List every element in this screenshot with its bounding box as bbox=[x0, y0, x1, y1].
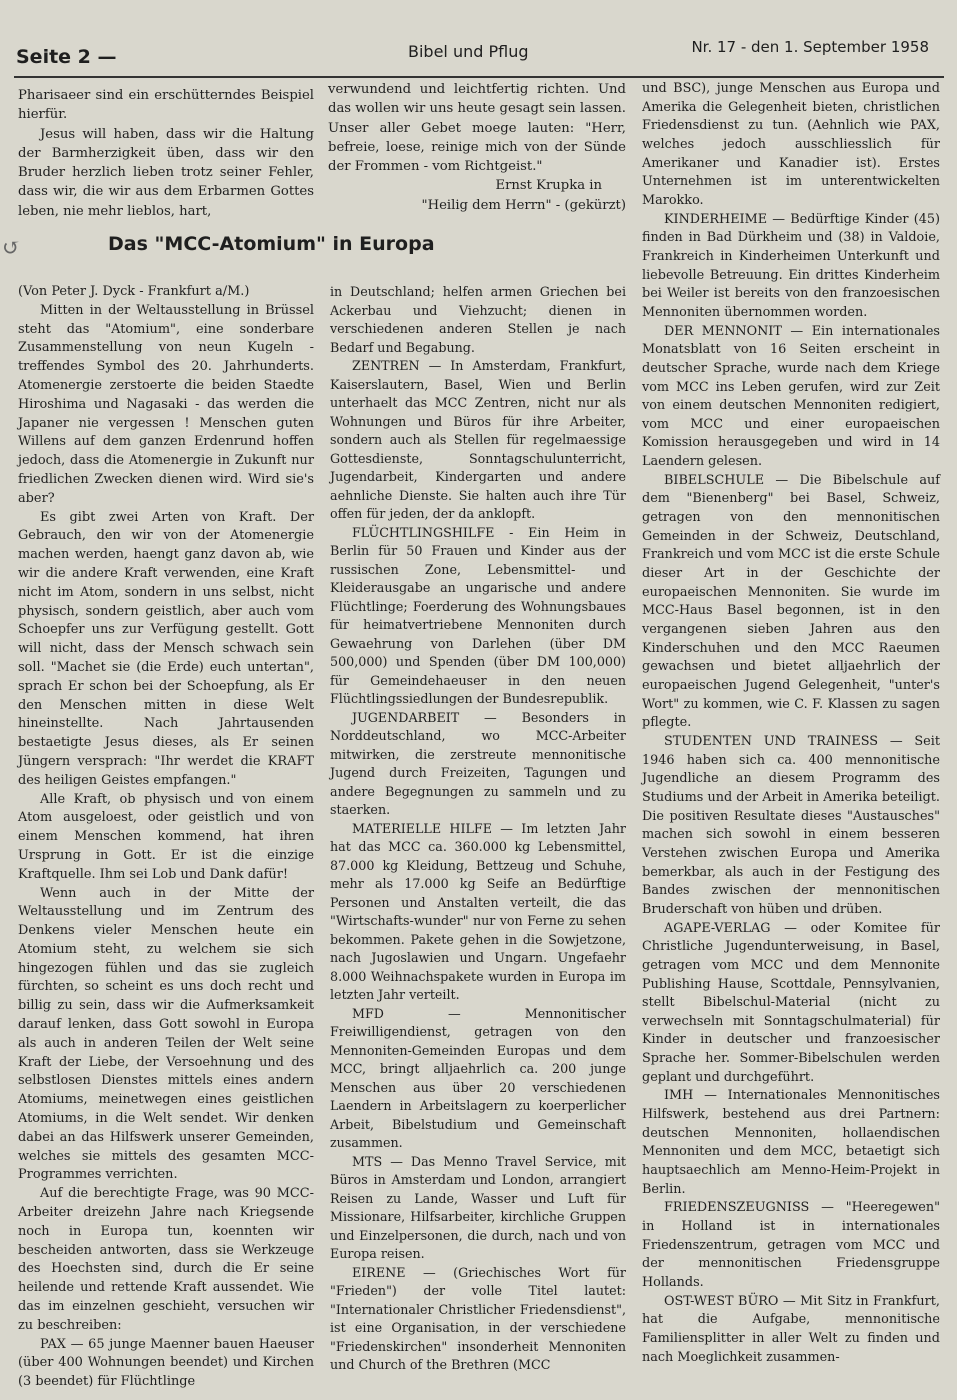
paragraph: MATERIELLE HILFE — Im letzten Jahr hat das MCC ca. 360.000 kg Lebensmittel, 87.000 kg Kleidung, Bettzeug und Schuhe, mehr als 17.000 kg Seife an Bedürftige Personen und Anstalten verteilt, die das "Wirtschafts-wunder" nur von Ferne zu sehen bekommen. Pakete gehen in die Sowjetzone, nach Jugoslawien und Ungarn. Ungefaehr 8.000 Weihnachspakete wurden in Europa im letzten Jahr verteilt. bbox=[330, 820, 626, 1002]
paragraph: JUGENDARBEIT — Besonders in Norddeutschland, wo MCC-Arbeiter mitwirken, die zerstreute mennonitische Jugend durch Freizeiten, Tagungen und andere Begegnungen zu sammeln und zu staerken. bbox=[330, 709, 626, 817]
paragraph: BIBELSCHULE — Die Bibelschule auf dem "Bienenberg" bei Basel, Schweiz, getragen von den mennonitischen Gemeinden in der Schweiz, Deutschland, Frankreich und vom MCC ist die erste Schule dieser Art in der Geschichte der europaeischen Mennoniten. Sie wurde im MCC-Haus Basel begonnen, ist in den vergangenen sieben Jahren aus den Kinderschuhen und den MCC Raeumen gewachsen und bietet alljaehrlich der europaeischen Jugend Gelegenheit, "unter's Wort" zu kommen, wie C. F. Klassen zu sagen pflegte. bbox=[642, 472, 940, 731]
page-number: Seite 2 — bbox=[16, 46, 117, 68]
top-column-2 bbox=[328, 80, 626, 215]
paragraph: EIRENE — (Griechisches Wort für "Frieden") der volle Titel lautet: "Internationaler Christlicher Friedensdienst", ist eine Organisation, in der verschiedene "Friedenskirchen" insonderheit Mennoniten und Church of the Brethren (MCC bbox=[330, 1264, 626, 1372]
margin-mark: ↺ bbox=[2, 236, 21, 261]
paragraph: FRIEDENSZEUGNISS — "Heeregewen" in Holland ist in internationales Friedenszentrum, getragen vom MCC und der mennonitischen Friedensgruppe Hollands. bbox=[642, 1200, 940, 1290]
paragraph: Es gibt zwei Arten von Kraft. Der Gebrauch, den wir von der Atomenergie machen werden, haengt ganz davon ab, wie wir die andere Kraft verwenden, eine Kraft nicht im Atom, sondern in uns selbst, nicht physisch, sondern geistlich, aber auch vom Schoepfer uns zur Verfügung gestellt. Gott will nicht, dass der Mensch schwach sein soll. "Machet sie (die Erde) euch untertan", sprach Er schon bei der Schoepfung, als Er den Menschen mitten in diese Welt hineinstellte. Nach Jahrtausenden bestaetigte Jesus dieses, als Er seinen Jüngern versprach: "Ihr werdet die KRAFT des heiligen Geistes empfangen." bbox=[18, 509, 314, 788]
paragraph: und BSC), junge Menschen aus Europa und Amerika die Gelegenheit bieten, christlichen Friedensdienst zu tun. (Aehnlich wie PAX, welches jedoch ausschliesslich für Amerikaner und Kanadier ist). Erstes Unternehmen ist im unterentwickelten Marokko. bbox=[642, 81, 940, 208]
article-title-row bbox=[28, 229, 568, 277]
top-column-1 bbox=[18, 86, 314, 221]
paragraph: FLÜCHTLINGSHILFE - Ein Heim in Berlin für 50 Frauen und Kinder aus der russischen Zone, Lebensmittel- und Kleiderausgabe an ungarische und andere Flüchtlinge; Foerderung des Wohnungsbaues für heimatvertriebene Mennoniten durch Gewaehrung von Darlehen (über DM 500,000) und Spenden (über DM 100,000) für Gemeindehaeuser in den neuen Flüchtlingssiedlungen der Bundesrepublik. bbox=[330, 524, 626, 706]
article-column-3 bbox=[642, 80, 940, 1367]
paragraph: OST-WEST BÜRO — Mit Sitz in Frankfurt, hat die Aufgabe, mennonitische Familiensplitter in aller Welt zu finden und nach Moeglichkeit zusammen- bbox=[642, 1293, 940, 1365]
paragraph: IMH — Internationales Mennonitisches Hilfswerk, bestehend aus drei Partnern: deutschen Mennoniten, hollaendischen Mennoniten und dem MCC, betaetigt sich hauptsaechlich am Menno-Heim-Projekt in Berlin. bbox=[642, 1088, 940, 1197]
header-rule bbox=[14, 76, 944, 78]
paragraph: STUDENTEN UND TRAINESS — Seit 1946 haben sich ca. 400 mennonitische Jugendliche an diesem Programm des Studiums und der Arbeit in Amerika beteiligt. Die positiven Resultate dieses "Austausches" machen sich sowohl in einem besseren Verstehen zwischen Europa und Amerika bemerkbar, als auch in der Festigung des Bandes zwischen der mennonitischen Bruderschaft von hüben und drüben. bbox=[642, 733, 940, 917]
paragraph: Wenn auch in der Mitte der Weltausstellung und im Zentrum des Denkens vieler Menschen heute ein Atomium steht, zu welchem sie sich hingezogen fühlen und das sie zugleich fürchten, so scheint es uns doch recht und billig zu sein, dass wir die Aufmerksamkeit darauf lenken, dass Gott sowohl in Europa als auch in anderen Teilen der Welt seine Kraft der Liebe, der Versoehnung und des selbstlosen Dienstes mittels eines andern Atomiums, meinetwegen eines geistlichen Atomiums, in die Welt sendet. Wir denken dabei an das Hilfswerk unserer Gemeinden, welches sie mittels des gesamten MCC-Programmes verrichten. bbox=[18, 885, 314, 1183]
paragraph: Jesus will haben, dass wir die Haltung der Barmherzigkeit üben, dass wir den Bruder herzlich lieben trotz seiner Fehler, dass wir, die wir aus dem Erbarmen Gottes leben, nie mehr lieblos, hart, bbox=[18, 126, 314, 219]
paragraph: Alle Kraft, ob physisch und von einem Atom ausgeloest, oder geistlich und von einem Menschen kommend, hat ihren Ursprung in Gott. Er ist die einzige Kraftquelle. Ihm sei Lob und Dank dafür! bbox=[18, 791, 314, 882]
paragraph: PAX — 65 junge Maenner bauen Haeuser (über 400 Wohnungen beendet) und Kirchen (3 beendet) für Flüchtlinge bbox=[18, 1336, 314, 1390]
article-title: Das "MCC-Atomium" in Europa bbox=[108, 233, 435, 255]
quote-source: "Heilig dem Herrn" - (gekürzt) bbox=[421, 197, 626, 213]
paragraph: in Deutschland; helfen armen Griechen bei Ackerbau und Viehzucht; dienen in verschiedenen anderen Stellen je nach Bedarf und Begabung. bbox=[330, 284, 626, 355]
paragraph: AGAPE-VERLAG — oder Komitee für Christliche Jugendunterweisung, in Basel, getragen vom MCC und dem Mennonite Publishing Hause, Scottdale, Pennsylvanien, stellt Bibelschul-Material (nicht zu verwechseln mit Sonntagschulmaterial) für Kinder in deutscher und franzoesischer Sprache her. Sommer-Bibelschulen werden geplant und durchgeführt. bbox=[642, 920, 940, 1085]
publication-title: Bibel und Pflug bbox=[408, 42, 529, 61]
paragraph: MTS — Das Menno Travel Service, mit Büros in Amsterdam und London, arrangiert Reisen zu Lande, Wasser und Luft für Missionare, Hilfsarbeiter, kirchliche Gruppen und Einzelpersonen, die durch, nach und von Europa reisen. bbox=[330, 1153, 626, 1261]
quote-author: Ernst Krupka in bbox=[495, 178, 602, 194]
article-column-2 bbox=[330, 283, 626, 1375]
paragraph: DER MENNONIT — Ein internationales Monatsblatt von 16 Seiten erscheint in deutscher Sprache, wurde nach dem Kriege vom MCC ins Leben gerufen, wird zur Zeit von einem deutschen Mennoniten redigiert, vom MCC und einer europaeischen Komission herausgegeben und wird in 14 Laendern gelesen. bbox=[642, 323, 940, 470]
byline: (Von Peter J. Dyck - Frankfurt a/M.) bbox=[18, 284, 250, 299]
paragraph: Mitten in der Weltausstellung in Brüssel steht das "Atomium", eine sonderbare Zusammenstellung von neun Kugeln - treffendes Symbol des 20. Jahrhunderts. Atomenergie zerstoerte die beiden Staedte Hiroshima und Nagasaki - das werden die Japaner nie vergessen ! Menschen guten Willens auf dem ganzen Erdenrund hoffen jedoch, dass die Atomenergie in Zukunft nur friedlichen Zwecken dienen wird. Wird sie's aber? bbox=[18, 302, 314, 506]
paragraph: Auf die berechtigte Frage, was 90 MCC-Arbeiter dreizehn Jahre nach Kriegsende noch in Europa tun, koennten wir bescheiden antworten, dass sie Werkzeuge des Hoechsten sind, durch die Er seine heilende und rettende Kraft aussendet. Wie das im einzelnen geschieht, versuchen wir zu beschreiben: bbox=[18, 1186, 314, 1333]
issue-date: Nr. 17 - den 1. September 1958 bbox=[691, 38, 929, 56]
paragraph: verwundend und leichtfertig richten. Und das wollen wir uns heute gesagt sein lassen. Unser aller Gebet moege lauten: "Herr, befreie, loese, reinige mich von der Sünde der Frommen - vom Richtgeist." bbox=[328, 82, 626, 174]
article-column-1 bbox=[18, 283, 314, 1392]
paragraph: Pharisaeer sind ein erschütterndes Beispiel hierfür. bbox=[18, 88, 314, 123]
page-header bbox=[0, 30, 957, 74]
paragraph: KINDERHEIME — Bedürftige Kinder (45) finden in Bad Dürkheim und (38) in Valdoie, Frankreich in Kinderheimen Unterkunft und liebevolle Betreuung. Ein drittes Kinderheim bei Weiler ist bereits von den franzoesischen Mennoniten übernommen worden. bbox=[642, 211, 940, 320]
paragraph: ZENTREN — In Amsterdam, Frankfurt, Kaiserslautern, Basel, Wien und Berlin unterhaelt das MCC Zentren, nicht nur als Wohnungen und Büros für ihre Arbeiter, sondern auch als Stellen für regelmaessige Gottesdienste, Sonntagschulunterricht, Jugendarbeit, Kindergarten und andere aehnliche Dienste. Sie halten auch ihre Tür offen für jeden, der da anklopft. bbox=[330, 358, 626, 521]
paragraph: MFD — Mennonitischer Freiwilligendienst, getragen von den Mennoniten-Gemeinden Europas und dem MCC, bringt alljaehrlich ca. 200 junge Menschen aus über 20 verschiedenen Laendern in Arbeitslagern zu koerperlicher Arbeit, Bibelstudium und Gemeinschaft zusammen. bbox=[330, 1005, 626, 1150]
